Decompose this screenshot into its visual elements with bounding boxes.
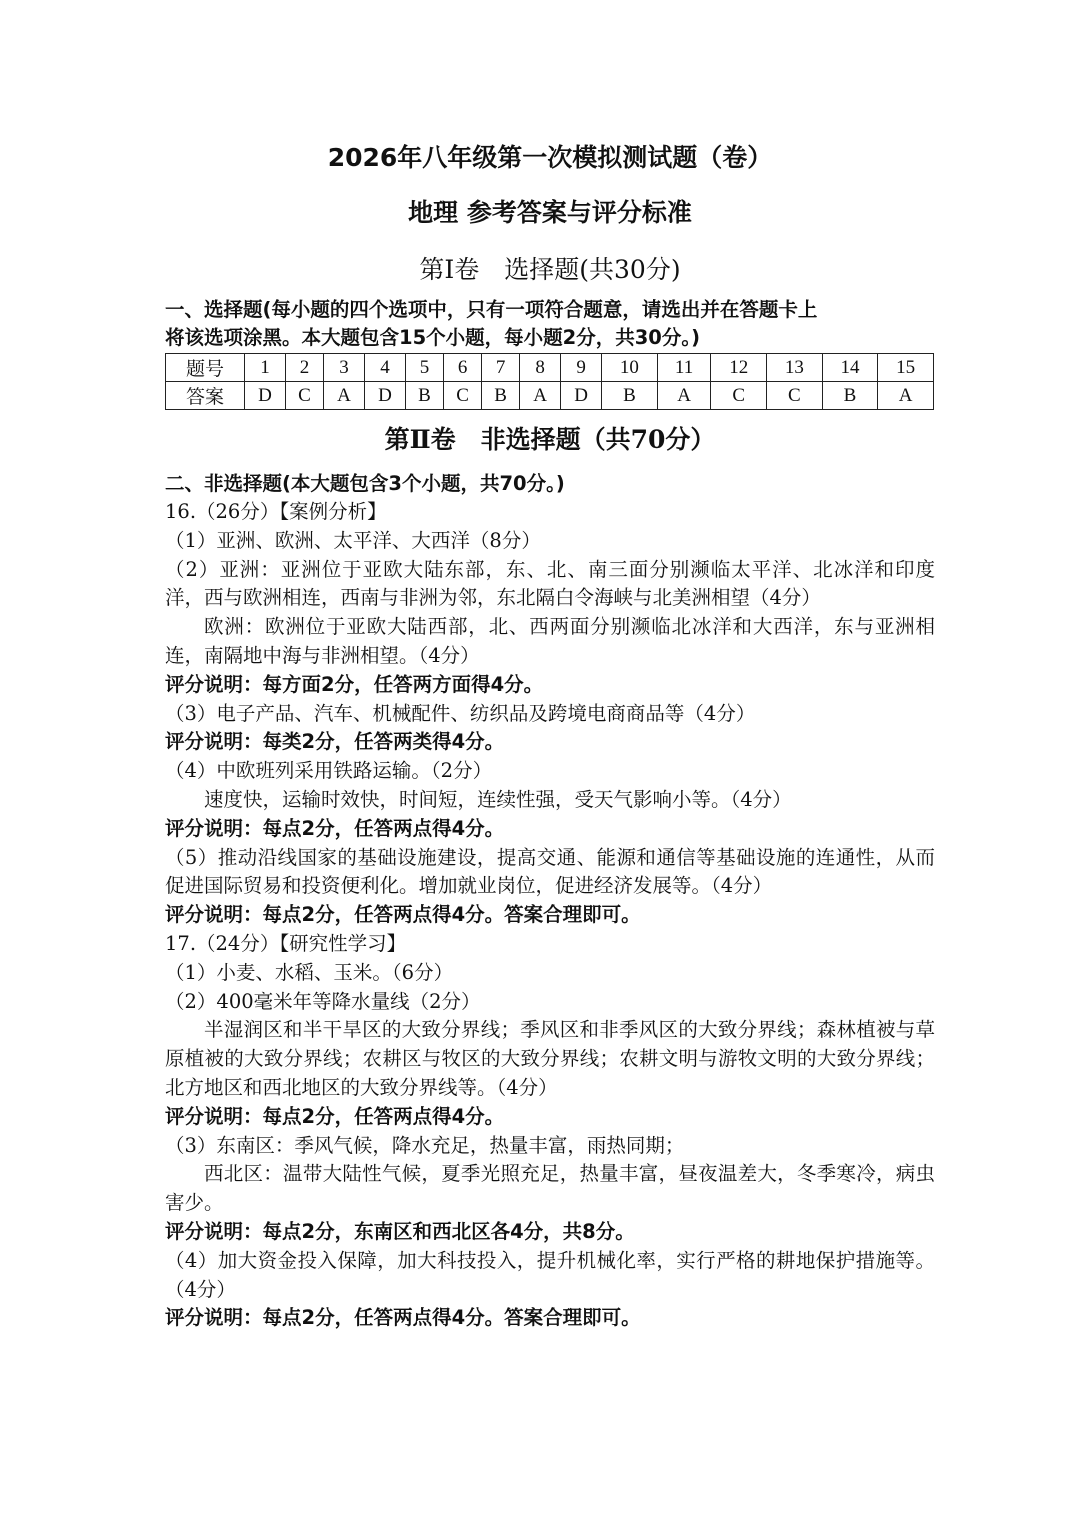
- q17-answer-2-detail: 半湿润区和半干旱区的大致分界线；季风区和非季风区的大致分界线；森林植被与草原植被的大致分界线；农耕区与牧区的大致分界线；农耕文明与游牧文明的大致分界线；北方地区和西北地区的大致分界线等。（4分）: [165, 1018, 935, 1099]
- q16-answer-5: （5）推动沿线国家的基础设施建设，提高交通、能源和通信等基础设施的连通性，从而促进国际贸易和投资便利化。增加就业岗位，促进经济发展等。（4分）: [165, 845, 935, 898]
- answer-cell: C: [711, 382, 767, 410]
- row-header-number: 题号: [166, 354, 245, 382]
- q17-answer-2: （2）400毫米年等降水量线（2分）: [165, 989, 481, 1013]
- q16-answer-4: （4）中欧班列采用铁路运输。（2分）: [165, 759, 493, 783]
- q16-answer-5-scoring-note: 评分说明：每点2分，任答两点得4分。答案合理即可。: [165, 903, 641, 927]
- answer-cell: D: [561, 382, 602, 410]
- q17-answer-1: （1）小麦、水稻、玉米。（6分）: [165, 960, 454, 984]
- q16-answer-1: （1）亚洲、欧洲、太平洋、大西洋（8分）: [165, 528, 541, 552]
- part2-instruction: 二、非选择题(本大题包含3个小题，共70分。): [165, 472, 565, 495]
- question-number: 7: [482, 354, 520, 382]
- question-number: 13: [767, 354, 823, 382]
- q16-answer-3-scoring-note: 评分说明：每类2分，任答两类得4分。: [165, 730, 505, 754]
- question-number: 6: [444, 354, 482, 382]
- document-subtitle: 地理 参考答案与评分标准: [408, 198, 692, 227]
- question-number: 1: [245, 354, 286, 382]
- q17-answer-2-scoring-note: 评分说明：每点2分，任答两点得4分。: [165, 1104, 505, 1128]
- question-number: 2: [285, 354, 323, 382]
- answer-cell: A: [878, 382, 934, 410]
- answer-cell: B: [482, 382, 520, 410]
- question-number: 15: [878, 354, 934, 382]
- question-number: 3: [324, 354, 365, 382]
- answer-cell: B: [602, 382, 658, 410]
- answer-table-answer-row: [166, 382, 934, 410]
- answer-cell: D: [365, 382, 406, 410]
- question-number: 14: [822, 354, 878, 382]
- q16-answer-2-asia: （2）亚洲：亚洲位于亚欧大陆东部，东、北、南三面分别濒临太平洋、北冰洋和印度洋，西与欧洲相连，西南与非洲为邻，东北隔白令海峡与北美洲相望（4分）: [165, 557, 935, 610]
- q17-answer-4: （4）加大资金投入保障，加大科技投入，提升机械化率，实行严格的耕地保护措施等。（4分）: [165, 1248, 935, 1301]
- answer-cell: B: [405, 382, 443, 410]
- document-title: 2026年八年级第一次模拟测试题（卷）: [327, 143, 773, 172]
- part1-instruction-line2: 将该选项涂黑。本大题包含15个小题，每小题2分，共30分。): [165, 326, 701, 349]
- answer-table-number-row: [166, 354, 934, 382]
- answer-cell: A: [324, 382, 365, 410]
- q17-answer-3-southeast: （3）东南区：季风气候，降水充足，热量丰富，雨热同期；: [165, 1133, 685, 1157]
- q16-answer-2-scoring-note: 评分说明：每方面2分，任答两方面得4分。: [165, 672, 544, 696]
- q17-answer-4-scoring-note: 评分说明：每点2分，任答两点得4分。答案合理即可。: [165, 1306, 641, 1330]
- question-number: 5: [405, 354, 443, 382]
- q16-answer-4-scoring-note: 评分说明：每点2分，任答两点得4分。: [165, 816, 505, 840]
- answers-body: [165, 498, 935, 1333]
- question-number: 8: [520, 354, 561, 382]
- question-number: 12: [711, 354, 767, 382]
- question-number: 4: [365, 354, 406, 382]
- answer-cell: A: [657, 382, 711, 410]
- part1-instruction-line1: 一、选择题(每小题的四个选项中，只有一项符合题意，请选出并在答题卡上: [165, 298, 818, 321]
- question-number: 9: [561, 354, 602, 382]
- part1-instruction: [165, 296, 935, 352]
- answer-cell: C: [767, 382, 823, 410]
- answer-cell: D: [245, 382, 286, 410]
- answer-table: [165, 353, 934, 410]
- answer-cell: C: [444, 382, 482, 410]
- q16-answer-3: （3）电子产品、汽车、机械配件、纺织品及跨境电商商品等（4分）: [165, 701, 756, 725]
- q16-answer-4-detail: 速度快，运输时效快，时间短，连续性强，受天气影响小等。（4分）: [204, 787, 792, 811]
- q17-answer-3-scoring-note: 评分说明：每点2分，东南区和西北区各4分，共8分。: [165, 1219, 635, 1243]
- q16-title: 16.（26分）【案例分析】: [165, 500, 387, 523]
- row-header-answer: 答案: [166, 382, 245, 410]
- question-number: 10: [602, 354, 658, 382]
- part2-heading: 第Ⅱ卷 非选择题（共70分）: [384, 425, 716, 454]
- answer-cell: B: [822, 382, 878, 410]
- answer-cell: A: [520, 382, 561, 410]
- question-number: 11: [657, 354, 711, 382]
- q17-answer-3-northwest: 西北区：温带大陆性气候，夏季光照充足，热量丰富，昼夜温差大，冬季寒冷，病虫害少。: [165, 1162, 935, 1215]
- q16-answer-2-europe: 欧洲：欧洲位于亚欧大陆西部，北、西两面分别濒临北冰洋和大西洋，东与亚洲相连，南隔地中海与非洲相望。（4分）: [165, 615, 935, 667]
- answer-cell: C: [285, 382, 323, 410]
- part1-heading: 第Ⅰ卷 选择题(共30分): [419, 255, 681, 284]
- q17-title: 17.（24分）【研究性学习】: [165, 931, 407, 955]
